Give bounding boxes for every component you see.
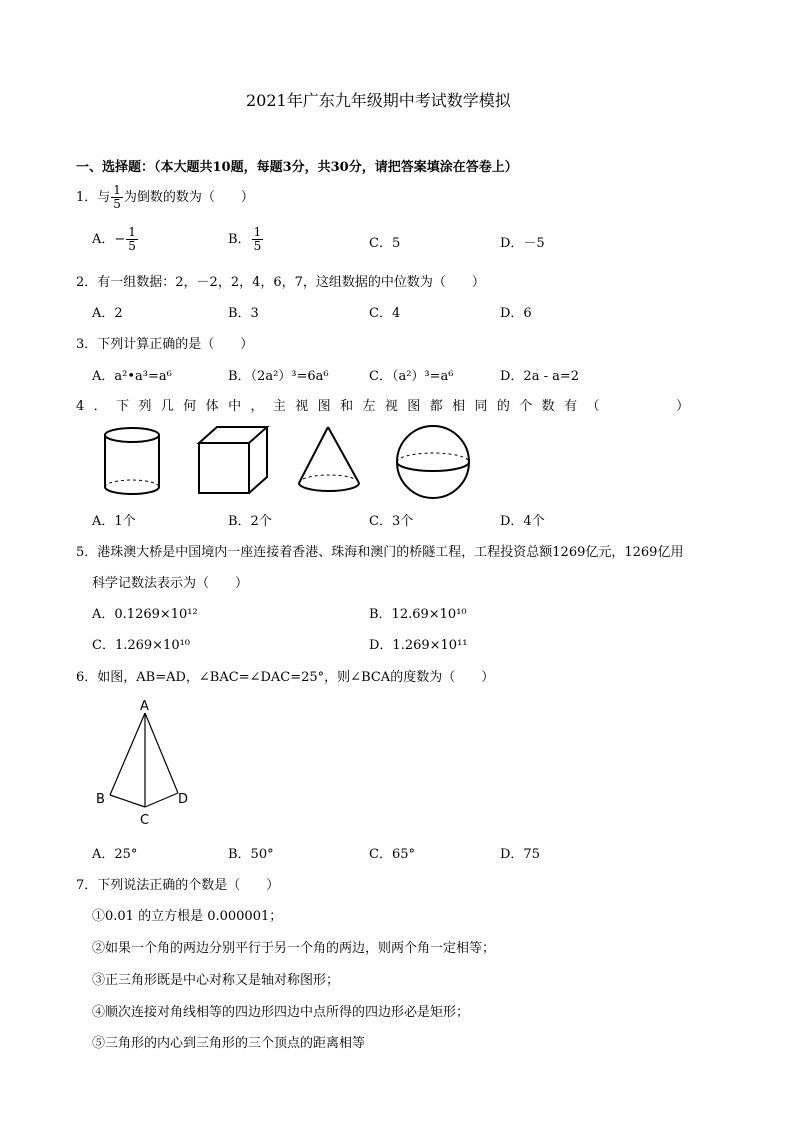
cube-figure <box>195 425 275 500</box>
q6-option-c: C．65° <box>369 847 415 862</box>
q1-b-label: B． <box>228 232 251 247</box>
question-4: 4．下列几何体中，主视图和左视图都相同的个数有（ ） <box>76 399 699 414</box>
q1-option-c: C．5 <box>369 236 401 251</box>
q6-option-b: B．50° <box>228 847 274 862</box>
q1-option-b <box>228 226 264 253</box>
q1-a-fraction <box>126 226 138 253</box>
question-6: 6．如图，AB=AD，∠BAC=∠DAC=25°，则∠BCA的度数为（ ） <box>76 670 495 685</box>
question-2: 2．有一组数据：2，－2，2，4，6，7，这组数据的中位数为（ ） <box>76 275 485 290</box>
q1-option-d: D．－5 <box>500 236 545 251</box>
section-header: 一、选择题：（本大题共10题，每题3分，共30分，请把答案填涂在答卷上） <box>76 160 518 175</box>
q1-b-den: 5 <box>253 239 262 253</box>
q1-suffix: 为倒数的数为（ ） <box>123 190 254 205</box>
q7-statement-4: ④顺次连接对角线相等的四边形四边中点所得的四边形必是矩形； <box>92 1005 470 1020</box>
cylinder-figure <box>100 425 170 500</box>
q4-option-c: C．3个 <box>369 514 414 529</box>
vertex-label-d: D <box>178 792 189 807</box>
question-3: 3．下列计算正确的是（ ） <box>76 337 254 352</box>
q1-a-sign: − <box>114 232 126 247</box>
q3-option-d: D．2a - a=2 <box>500 369 580 384</box>
cone-figure <box>295 425 370 500</box>
q6-option-d: D．75 <box>500 847 540 862</box>
vertex-label-a: A <box>140 699 149 714</box>
q6-option-a: A．25° <box>92 847 138 862</box>
triangle-figure <box>90 695 210 830</box>
q1-fraction <box>111 184 123 211</box>
q1-b-num: 1 <box>253 225 262 239</box>
q4-option-d: D．4个 <box>500 514 545 529</box>
q2-option-d: D．6 <box>500 306 532 321</box>
q1-frac-num: 1 <box>113 183 121 197</box>
question-5-line-1: 5．港珠澳大桥是中国境内一座连接着香港、珠海和澳门的桥隧工程，工程投资总额1269亿元，1269亿用 <box>76 545 684 560</box>
q2-option-a: A．2 <box>92 306 123 321</box>
q7-statement-2: ②如果一个角的两边分别平行于另一个角的两边，则两个角一定相等； <box>92 941 496 956</box>
q3-option-b: B．（2a²）³=6a⁶ <box>228 369 329 384</box>
question-5-line-2: 科学记数法表示为（ ） <box>92 576 249 591</box>
q2-option-b: B．3 <box>228 306 259 321</box>
q5-option-c: C．1.269×10¹⁰ <box>92 638 191 653</box>
q1-a-label: A． <box>92 232 115 247</box>
q5-option-a: A．0.1269×10¹² <box>92 607 198 622</box>
q5-option-d: D．1.269×10¹¹ <box>369 638 468 653</box>
question-7: 7．下列说法正确的个数是（ ） <box>76 878 280 893</box>
question-1 <box>76 184 254 211</box>
q1-a-den: 5 <box>128 239 136 253</box>
q4-option-a: A．1个 <box>92 514 136 529</box>
q1-frac-den: 5 <box>113 197 121 211</box>
q7-statement-5: ⑤三角形的内心到三角形的三个顶点的距离相等 <box>92 1036 366 1051</box>
sphere-figure <box>393 425 478 505</box>
q1-b-fraction <box>252 226 264 253</box>
q3-option-c: C．（a²）³=a⁶ <box>369 369 454 384</box>
q1-prefix: 1．与 <box>76 190 111 205</box>
vertex-label-b: B <box>96 792 105 807</box>
q2-option-c: C．4 <box>369 306 401 321</box>
q4-option-b: B．2个 <box>228 514 272 529</box>
page-title: 2021年广东九年级期中考试数学模拟 <box>246 91 511 110</box>
q7-statement-1: ①0.01 的立方根是 0.000001； <box>92 909 283 924</box>
q1-a-num: 1 <box>128 225 136 239</box>
q1-option-a <box>92 226 139 253</box>
q7-statement-3: ③正三角形既是中心对称又是轴对称图形； <box>92 973 340 988</box>
q3-option-a: A．a²•a³=a⁶ <box>92 369 172 384</box>
q5-option-b: B．12.69×10¹⁰ <box>369 607 467 622</box>
vertex-label-c: C <box>140 813 150 828</box>
